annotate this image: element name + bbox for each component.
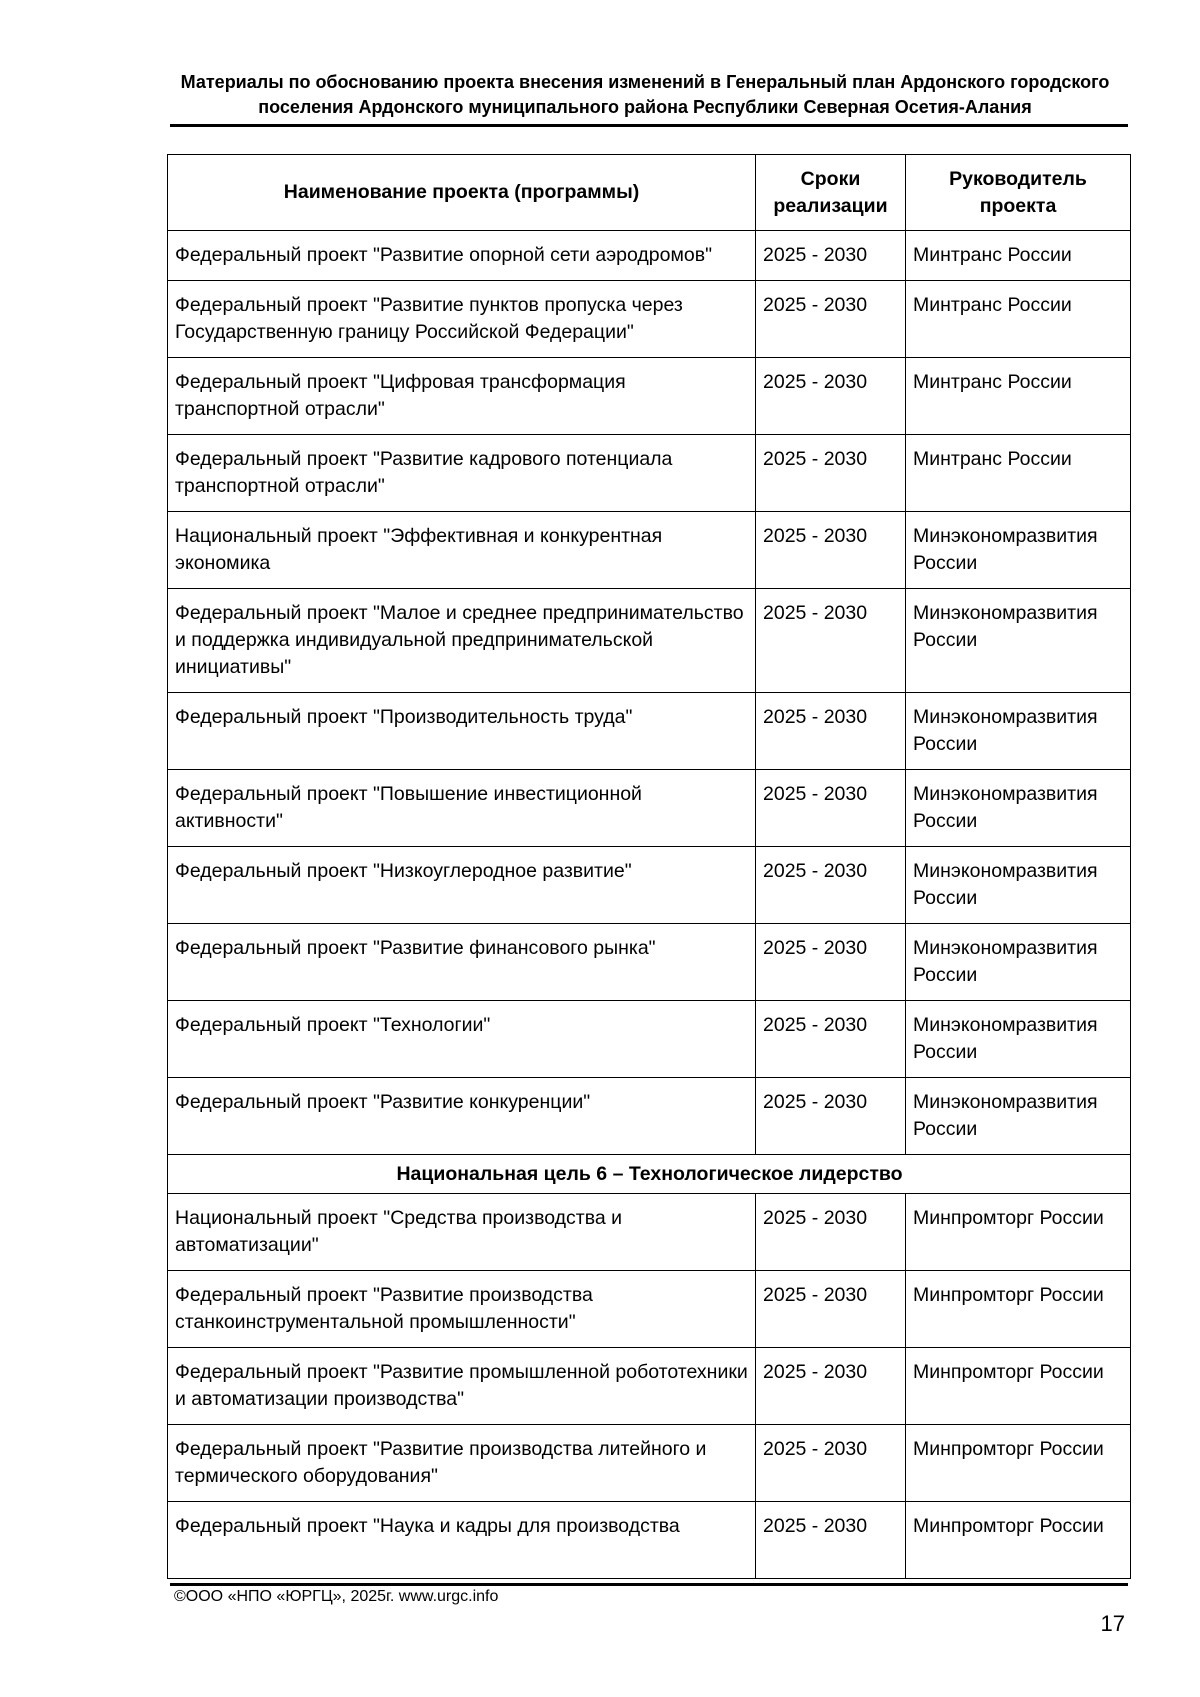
project-name: Федеральный проект "Малое и среднее предпринимательство и поддержка индивидуальной предпринимательской инициативы" (168, 589, 756, 693)
table-row (168, 1078, 1131, 1155)
column-header-term: Сроки реализации (756, 155, 906, 231)
page-number: 17 (1100, 1611, 1125, 1636)
header-divider (170, 124, 1128, 127)
project-name: Федеральный проект "Развитие пунктов пропуска через Государственную границу Российской Федерации" (168, 281, 756, 358)
table-row (168, 589, 1131, 693)
project-name: Федеральный проект "Развитие производства литейного и термического оборудования" (168, 1425, 756, 1502)
project-name: Федеральный проект "Развитие производства станкоинструментальной промышленности" (168, 1271, 756, 1348)
project-head: Минпромторг России (906, 1194, 1131, 1271)
project-name: Федеральный проект "Цифровая трансформация транспортной отрасли" (168, 358, 756, 435)
project-head: Минэкономразвития России (906, 924, 1131, 1001)
project-name: Национальный проект "Эффективная и конкурентная экономика (168, 512, 756, 589)
national-goal-row (168, 1155, 1131, 1194)
project-term: 2025 - 2030 (756, 512, 906, 589)
column-header-name: Наименование проекта (программы) (168, 155, 756, 231)
project-term: 2025 - 2030 (756, 231, 906, 281)
document-header (170, 70, 1120, 120)
project-head: Минэкономразвития России (906, 770, 1131, 847)
project-head: Минэкономразвития России (906, 693, 1131, 770)
project-name: Федеральный проект "Развитие конкуренции" (168, 1078, 756, 1155)
project-term: 2025 - 2030 (756, 847, 906, 924)
table-row (168, 358, 1131, 435)
project-head: Минэкономразвития России (906, 847, 1131, 924)
project-head: Минтранс России (906, 435, 1131, 512)
project-term: 2025 - 2030 (756, 1348, 906, 1425)
table-row (168, 770, 1131, 847)
table-row (168, 1425, 1131, 1502)
national-goal-title: Национальная цель 6 – Технологическое лидерство (168, 1155, 1131, 1194)
header-line-1: Материалы по обоснованию проекта внесения изменений в Генеральный план Ардонского городского (180, 72, 1110, 92)
project-name: Федеральный проект "Производительность труда" (168, 693, 756, 770)
project-head: Минпромторг России (906, 1271, 1131, 1348)
project-name: Национальный проект "Средства производства и автоматизации" (168, 1194, 756, 1271)
table-row (168, 435, 1131, 512)
table-row (168, 1194, 1131, 1271)
table-row (168, 1271, 1131, 1348)
project-head: Минэкономразвития России (906, 1078, 1131, 1155)
project-term: 2025 - 2030 (756, 1425, 906, 1502)
project-term: 2025 - 2030 (756, 281, 906, 358)
project-term: 2025 - 2030 (756, 589, 906, 693)
table-row (168, 693, 1131, 770)
table-row (168, 1348, 1131, 1425)
table-header-row (168, 155, 1131, 231)
project-term: 2025 - 2030 (756, 693, 906, 770)
project-head: Минэкономразвития России (906, 589, 1131, 693)
project-head: Минэкономразвития России (906, 1001, 1131, 1078)
project-head: Минтранс России (906, 358, 1131, 435)
footer-divider (170, 1583, 1128, 1586)
project-name: Федеральный проект "Развитие опорной сети аэродромов" (168, 231, 756, 281)
project-term: 2025 - 2030 (756, 1502, 906, 1579)
project-head: Минэкономразвития России (906, 512, 1131, 589)
project-head: Минпромторг России (906, 1348, 1131, 1425)
column-header-head: Руководитель проекта (906, 155, 1131, 231)
project-head: Минпромторг России (906, 1502, 1131, 1579)
header-line-2: поселения Ардонского муниципального района Республики Северная Осетия-Алания (258, 97, 1032, 117)
project-name: Федеральный проект "Технологии" (168, 1001, 756, 1078)
project-term: 2025 - 2030 (756, 770, 906, 847)
project-term: 2025 - 2030 (756, 1194, 906, 1271)
table-row (168, 1001, 1131, 1078)
project-term: 2025 - 2030 (756, 1078, 906, 1155)
project-name: Федеральный проект "Низкоуглеродное развитие" (168, 847, 756, 924)
table-row (168, 1502, 1131, 1579)
project-name: Федеральный проект "Развитие кадрового потенциала транспортной отрасли" (168, 435, 756, 512)
table-row (168, 924, 1131, 1001)
project-name: Федеральный проект "Наука и кадры для производства (168, 1502, 756, 1579)
table-row (168, 281, 1131, 358)
footer-copyright: ©ООО «НПО «ЮРГЦ», 2025г. www.urgc.info (174, 1588, 499, 1605)
project-term: 2025 - 2030 (756, 358, 906, 435)
project-name: Федеральный проект "Развитие финансового рынка" (168, 924, 756, 1001)
project-name: Федеральный проект "Развитие промышленной робототехники и автоматизации производства" (168, 1348, 756, 1425)
project-term: 2025 - 2030 (756, 924, 906, 1001)
project-head: Минтранс России (906, 281, 1131, 358)
table-row (168, 231, 1131, 281)
table-row (168, 847, 1131, 924)
project-term: 2025 - 2030 (756, 1271, 906, 1348)
project-head: Минпромторг России (906, 1425, 1131, 1502)
project-term: 2025 - 2030 (756, 435, 906, 512)
project-head: Минтранс России (906, 231, 1131, 281)
table-row (168, 512, 1131, 589)
project-name: Федеральный проект "Повышение инвестиционной активности" (168, 770, 756, 847)
project-term: 2025 - 2030 (756, 1001, 906, 1078)
projects-table (167, 154, 1131, 1579)
